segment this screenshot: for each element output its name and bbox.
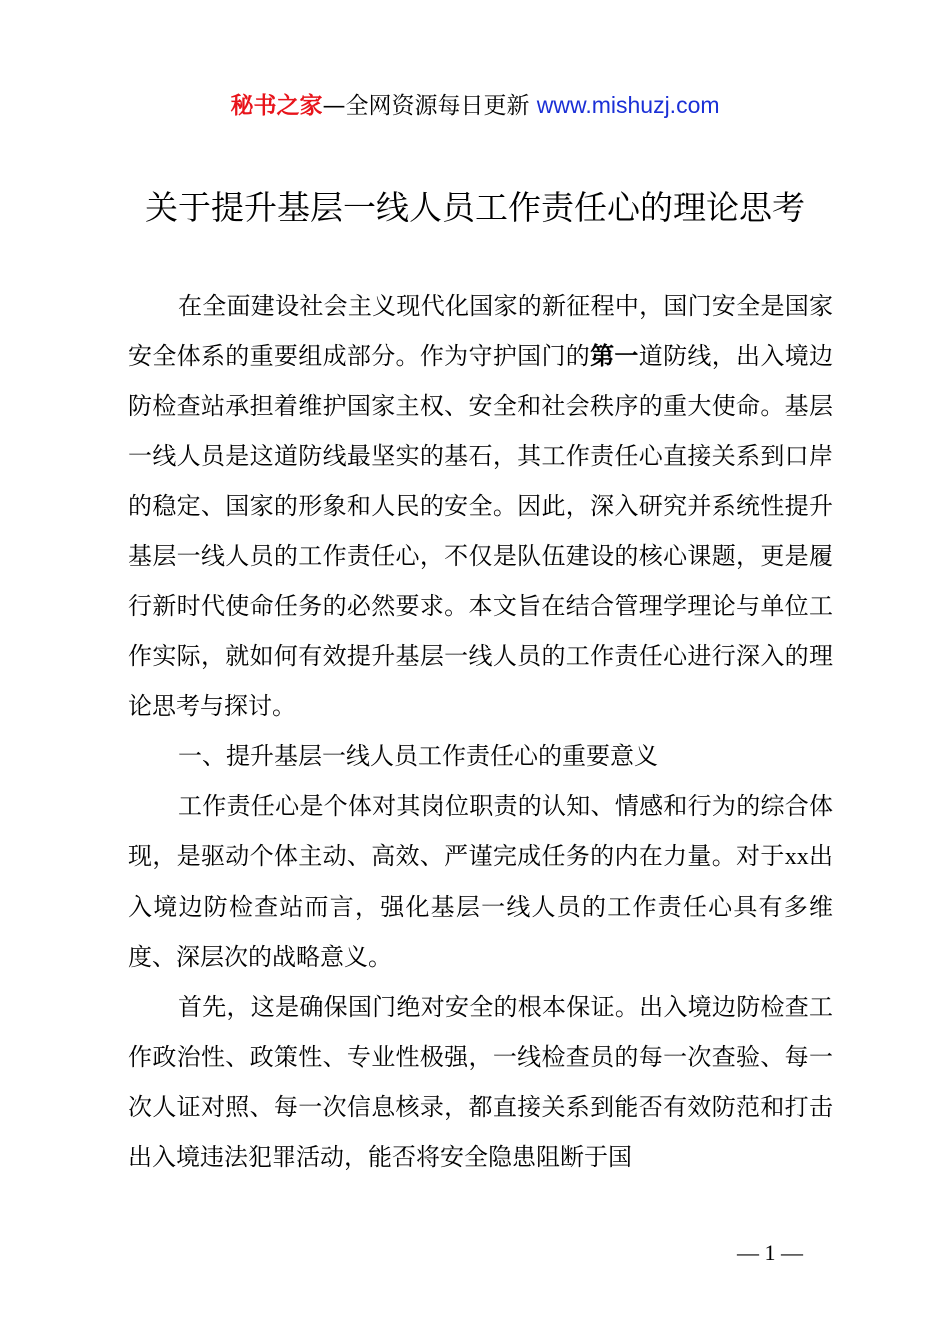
- paragraph-significance-placeholder: xx: [784, 844, 809, 870]
- site-url-link[interactable]: www.mishuzj.com: [536, 92, 720, 118]
- paragraph-significance: [128, 781, 833, 982]
- site-header: [0, 88, 950, 123]
- paragraph-significance-text-b: 出入境边防检查站而言，强化基层一线人员的工作责任心具有多维度、深层次的战略意义。: [128, 842, 834, 971]
- paragraph-intro: [128, 281, 833, 731]
- brand-name: 秘书之家: [230, 93, 323, 119]
- header-slogan: —全网资源每日更新: [322, 93, 530, 119]
- paragraph-intro-text-a: 在全面建设社会主义现代化国家的新征程中，国门安全是国家安全体系的重要组成部分。作为守护国门的: [128, 292, 833, 370]
- paragraph-first-point: 首先，这是确保国门绝对安全的根本保证。出入境边防检查工作政治性、政策性、专业性极强，一线检查员的每一次查验、每一次人证对照、每一次信息核录，都直接关系到能否有效防范和打击出入境违法犯罪活动，能否将安全隐患阻断于国: [128, 993, 833, 1171]
- document-body: [128, 281, 833, 1182]
- document-title: 关于提升基层一线人员工作责任心的理论思考: [145, 188, 805, 227]
- paragraph-intro-bold: 第一: [590, 342, 639, 370]
- section-heading-1: 一、提升基层一线人员工作责任心的重要意义: [178, 742, 658, 770]
- paragraph-intro-text-b: 道防线，出入境边防检查站承担着维护国家主权、安全和社会秩序的重大使命。基层一线人员是这道防线最坚实的基石，其工作责任心直接关系到口岸的稳定、国家的形象和人民的安全。因此，深入研究并系统性提升基层一线人员的工作责任心，不仅是队伍建设的核心课题，更是履行新时代使命任务的必然要求。本文旨在结合管理学理论与单位工作实际，就如何有效提升基层一线人员的工作责任心进行深入的理论思考与探讨。: [128, 342, 834, 720]
- page-number: — 1 —: [737, 1240, 803, 1265]
- paragraph-significance-text-a: 工作责任心是个体对其岗位职责的认知、情感和行为的综合体现，是驱动个体主动、高效、严谨完成任务的内在力量。对于: [128, 792, 833, 870]
